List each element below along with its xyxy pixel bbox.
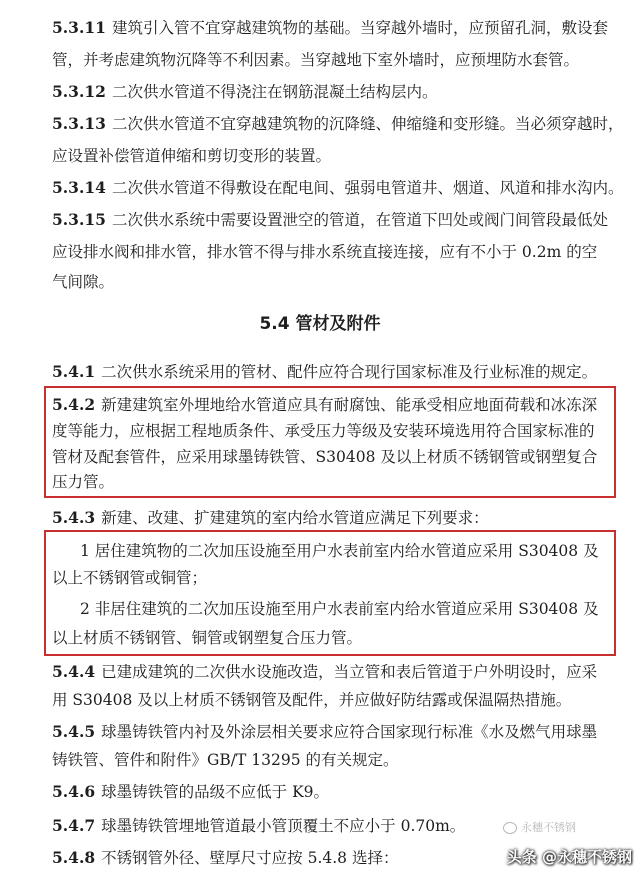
clause-5-4-7: 5.4.7 球墨铸铁管埋地管道最小管顶覆土不应小于 0.70m。 xyxy=(52,816,466,835)
clause-5-3-15: 5.3.15 二次供水系统中需要设置泄空的管道，在管道下凹处或阀门间管段最低处 xyxy=(52,210,608,229)
clause-text-line: 用 S30408 及以上材质不锈钢管及配件，并应做好防结露或保温隔热措施。 xyxy=(52,691,572,709)
clause-text-line: 铸铁管、管件和附件》GB/T 13295 的有关规定。 xyxy=(52,751,399,769)
wechat-icon xyxy=(503,822,517,834)
clause-5-4-2: 5.4.2 新建建筑室外埋地给水管道应具有耐腐蚀、能承受相应地面荷载和冰冻深 xyxy=(52,395,598,414)
clause-5-3-12: 5.3.12 二次供水管道不得浇注在钢筋混凝土结构层内。 xyxy=(52,82,438,101)
clause-5-4-6: 5.4.6 球墨铸铁管的品级不应低于 K9。 xyxy=(52,782,330,801)
clause-text-line: 度等能力，应根据工程地质条件、承受压力等级及安装环境选用符合国家标准的 xyxy=(52,422,595,440)
clause-5-4-4: 5.4.4 已建成建筑的二次供水设施改造，当立管和表后管道于户外明设时，应采 xyxy=(52,662,598,681)
clause-5-3-14: 5.3.14 二次供水管道不得敷设在配电间、强弱电管道井、烟道、风道和排水沟内。 xyxy=(52,178,624,197)
clause-text-line: 以上材质不锈钢管、铜管或钢塑复合压力管。 xyxy=(52,629,363,647)
clause-5-4-8: 5.4.8 不锈钢管外径、壁厚尺寸应按 5.4.8 选择： xyxy=(52,848,399,867)
clause-5-4-5: 5.4.5 球墨铸铁管内衬及外涂层相关要求应符合国家现行标准《水及燃气用球墨 xyxy=(52,722,598,741)
clause-text-line: 压力管。 xyxy=(52,473,115,491)
clause-text-line: 气间隙。 xyxy=(52,273,115,291)
clause-text-line: 以上不锈钢管或铜管； xyxy=(52,569,208,587)
clause-5-4-1: 5.4.1 二次供水系统采用的管材、配件应符合现行国家标准及行业标准的规定。 xyxy=(52,362,598,381)
sub-item-2: 2 非居住建筑的二次加压设施至用户水表前室内给水管道应采用 S30408 及 xyxy=(80,600,599,618)
faint-watermark: 永穗不锈钢 xyxy=(503,819,576,835)
sub-item-1: 1 居住建筑物的二次加压设施至用户水表前室内给水管道应采用 S30408 及 xyxy=(80,542,599,560)
watermark: 头条 @永穗不锈钢 xyxy=(506,848,632,866)
clause-5-3-11: 5.3.11 建筑引入管不宜穿越建筑物的基础。当穿越外墙时，应预留孔洞，敷设套 xyxy=(52,18,608,37)
clause-text-line: 应设排水阀和排水管，排水管不得与排水系统直接连接，应有不小于 0.2m 的空 xyxy=(52,243,598,261)
clause-text-line: 管，并考虑建筑物沉降等不利因素。当穿越地下室外墙时，应预埋防水套管。 xyxy=(52,51,580,69)
clause-text-line: 管材及配套管件，应采用球墨铸铁管、S30408 及以上材质不锈钢管或钢塑复合 xyxy=(52,448,598,466)
clause-5-3-13: 5.3.13 二次供水管道不宜穿越建筑物的沉降缝、伸缩缝和变形缝。当必须穿越时， xyxy=(52,114,624,133)
clause-text-line: 应设置补偿管道伸缩和剪切变形的装置。 xyxy=(52,147,332,165)
section-heading: 5.4 管材及附件 xyxy=(259,314,381,334)
clause-5-4-3: 5.4.3 新建、改建、扩建建筑的室内给水管道应满足下列要求： xyxy=(52,508,489,527)
